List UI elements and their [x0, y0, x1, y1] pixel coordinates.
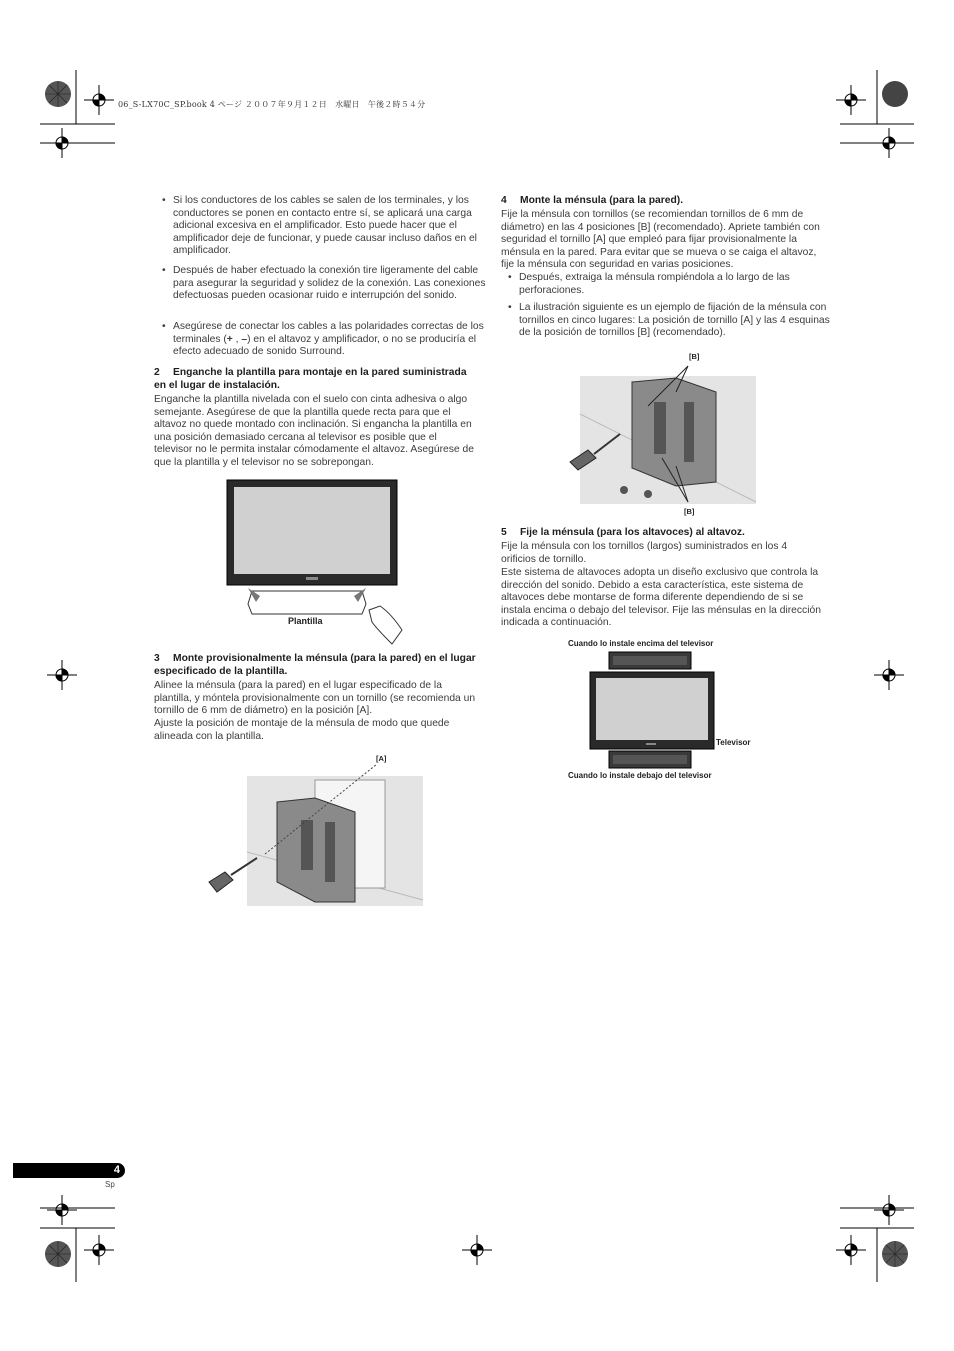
registration-target-icon [874, 128, 904, 158]
bullet-five-screws: • La ilustración siguiente es un ejemplo de fijación de la ménsula con tornillos en cinco lugares: La posición de tornillo [A] y las 4 esquinas de la posición de tornillos [B] (recomendado). [501, 302, 841, 340]
registration-target-icon [47, 660, 77, 690]
color-wheel-icon [881, 1240, 909, 1268]
step-3-body-1: Alinee la ménsula (para la pared) en el lugar especificado de la plantilla, y móntela provisionalmente con un tornillo (se recomienda un tornillo de 6 mm de diámetro) en la posición [A]. [154, 680, 476, 717]
step-4-body: Fije la ménsula con tornillos (se recomiendan tornillos de 6 mm de diámetro) en las 4 posiciones [B] (recomendado). Apriete también con seguridad el tornillo [A] que empleó para fijar provisionalmente la ménsula en la pared. Para evitar que se mueva o se caiga el altavoz, fije la ménsula con seguridad en varias posiciones. [501, 209, 820, 271]
registration-target-icon [874, 660, 904, 690]
color-wheel-icon [44, 80, 72, 108]
label-above-tv: Cuando lo instale encima del televisor [568, 639, 714, 648]
label-tv: Televisor [716, 738, 751, 747]
polarity-separator: , [232, 333, 242, 345]
step-4-heading [501, 195, 823, 208]
step-5-number: 5 [501, 527, 507, 538]
minus-symbol: – [241, 333, 248, 345]
registration-target-icon [874, 1195, 904, 1225]
label-below-tv: Cuando lo instale debajo del televisor [568, 771, 712, 780]
step-2-body: Enganche la plantilla nivelada con el suelo con cinta adhesiva o algo semejante. Asegúrese de que la plantilla quede recta para que el altavoz no quede montado con inclinación. Si engancha la plantilla en una posición demasiado cercana al televisor es posible que el televisor no le permita instalar cómodamente el altavoz. Asegúrese de que la plantilla y el televisor no se sobrepongan. [154, 394, 474, 468]
registration-target-icon [836, 85, 866, 115]
step-4-title: Monte la ménsula (para la pared). [520, 195, 684, 206]
plantilla-label: Plantilla [288, 616, 323, 626]
step-3-number: 3 [154, 653, 160, 664]
printer-header: 06_S-LX70C_SP.book 4 ページ ２００７年９月１２日 水曜日 午後２時５４分 [118, 100, 426, 109]
registration-target-icon [462, 1235, 492, 1265]
callout-a: [A] [376, 754, 387, 763]
color-wheel-icon [44, 1240, 72, 1268]
polarity-text-start: Asegúrese de conectar los cables a las polaridades correctas de los terminales ( [173, 321, 484, 345]
registration-target-icon [47, 128, 77, 158]
language-code: Sp [105, 1180, 115, 1189]
bracket-mount-figure-b [566, 362, 758, 507]
step-4-number: 4 [501, 195, 507, 206]
step-5-title: Fije la ménsula (para los altavoces) al altavoz. [520, 527, 745, 538]
step-2-heading [154, 367, 476, 392]
registration-target-icon [84, 85, 114, 115]
page-number: 4 [113, 1164, 120, 1176]
step-5-heading [501, 527, 823, 540]
registration-target-icon [47, 1195, 77, 1225]
step-5-body-1: Fije la ménsula con los tornillos (largos) suministrados en los 4 orificios de tornillo. [501, 541, 788, 565]
bullet-polarity [155, 321, 493, 359]
step-5-body-2: Este sistema de altavoces adopta un diseño exclusivo que controla la dirección del sonido. Debido a esta característica, este sistema de altavoces debe montarse de forma diferente dependiendo de si se instala encima o debajo del televisor. Fije las ménsulas en la dirección indicada a continuación. [501, 567, 821, 629]
bullet-break-bracket: • Después, extraiga la ménsula rompiéndola a lo largo de las perforaciones. [501, 272, 841, 297]
bracket-mount-figure-a [205, 762, 425, 907]
step-3-title: Monte provisionalmente la ménsula (para la pared) en el lugar especificado de la plantilla. [154, 653, 476, 677]
step-2-title: Enganche la plantilla para montaje en la pared suministrada en el lugar de instalación. [154, 367, 467, 391]
step-2-number: 2 [154, 367, 160, 378]
bullet-check-connection: • Después de haber efectuado la conexión tire ligeramente del cable para asegurar la seguridad y solidez de la conexión. Las conexiones defectuosas pueden ocasionar ruido e interrupción del sonido. [155, 265, 493, 303]
step-3-heading [154, 653, 476, 678]
callout-b-top: [B] [689, 352, 700, 361]
callout-b-bottom: [B] [684, 507, 695, 516]
speaker-placement-figure [588, 650, 718, 770]
step-3-body-2: Ajuste la posición de montaje de la ménsula de modo que quede alineada con la plantilla. [154, 718, 450, 742]
registration-target-icon [84, 1235, 114, 1265]
color-wheel-icon [881, 80, 909, 108]
bullet-cable-conductors: • Si los conductores de los cables se salen de los terminales, y los conductores se ponen en contacto entre sí, se aplicará una carga adicional excesiva en el amplificador. Esto puede hacer que el amplificador deje de funcionar, y puede causar incluso daños en el amplificador. [155, 195, 493, 258]
plus-symbol: + [226, 333, 233, 345]
registration-target-icon [836, 1235, 866, 1265]
polarity-text-end: ) en el altavoz y amplificador, o no se produciría el efecto adecuado de sonido Surround. [173, 333, 477, 358]
